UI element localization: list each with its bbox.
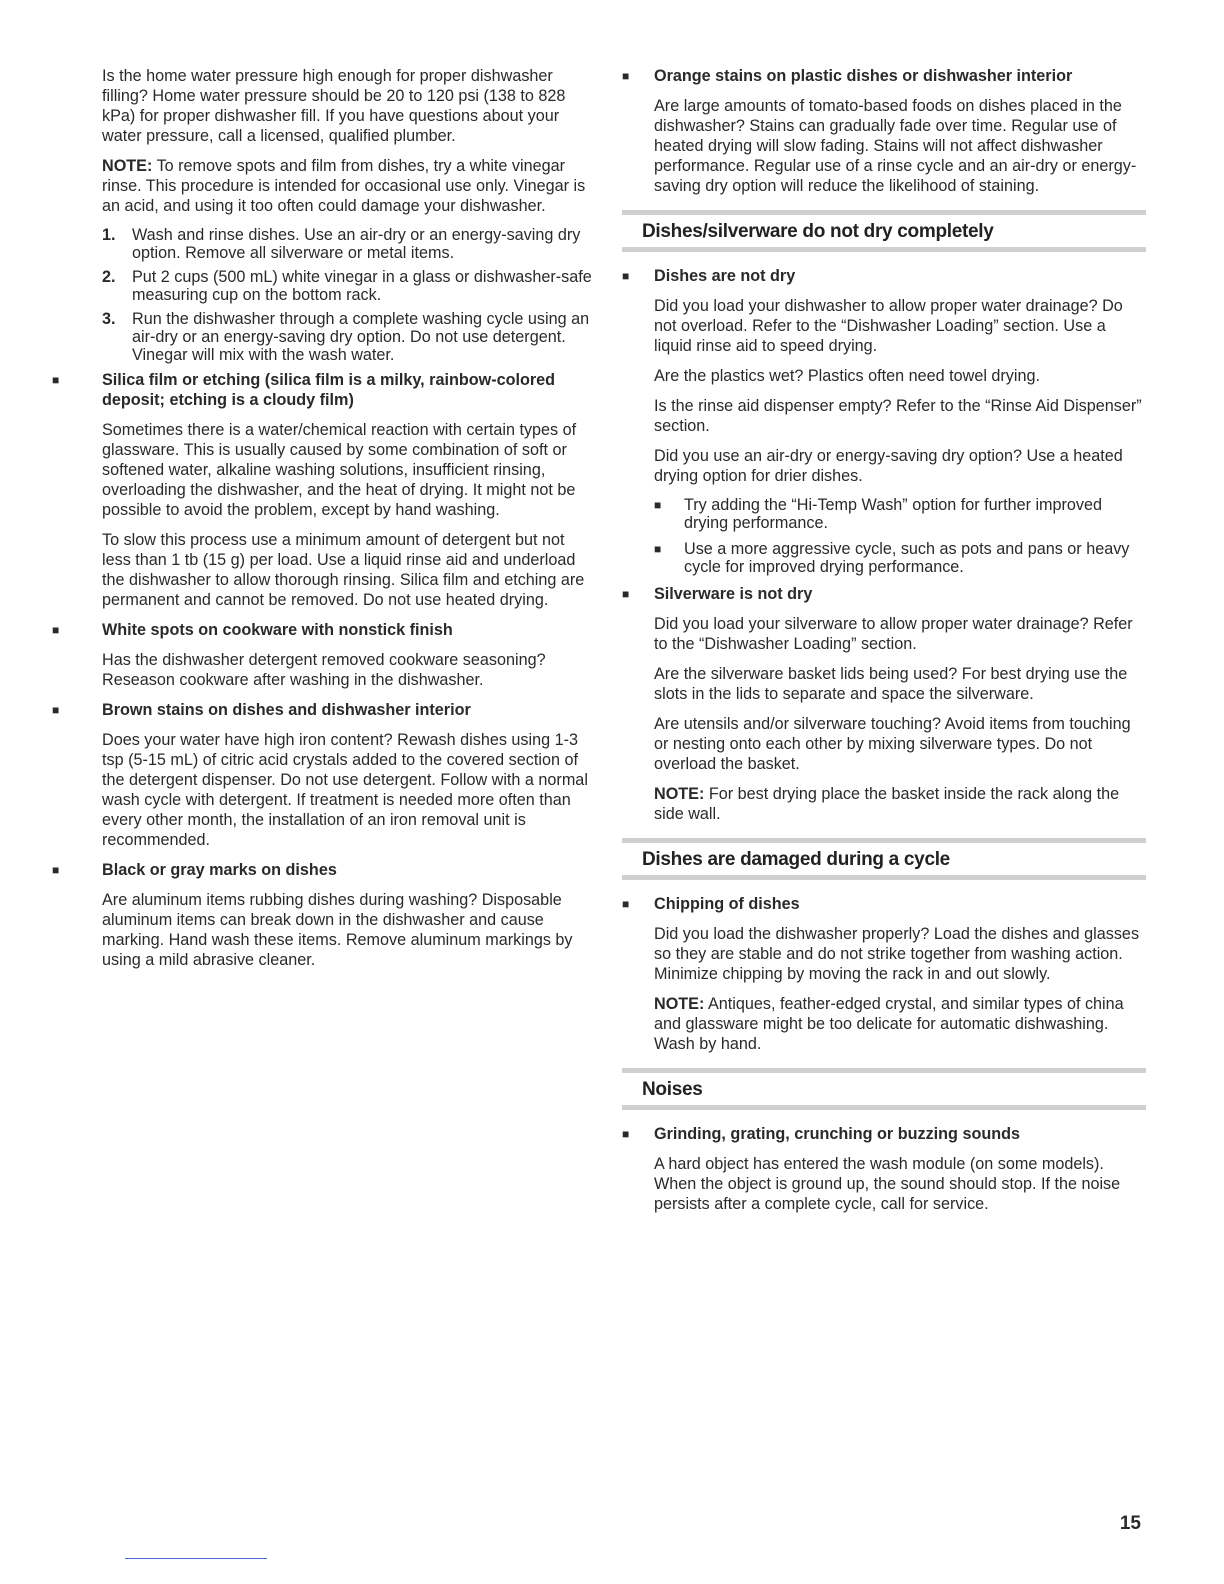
- silverware-paragraph-2: Are the silverware basket lids being used? For best drying use the slots in the lids to separate and space the silverware.: [654, 665, 1128, 703]
- square-bullet-icon: ■: [52, 863, 60, 877]
- right-content: [622, 266, 1146, 824]
- square-bullet-icon: ■: [622, 1127, 630, 1141]
- left-column: [52, 66, 592, 980]
- square-bullet-icon: ■: [622, 69, 630, 83]
- section-title: Noises: [642, 1079, 703, 1100]
- dishes-not-dry-paragraph-3: Is the rinse aid dispenser empty? Refer to the “Rinse Aid Dispenser” section.: [654, 397, 1142, 435]
- list-item: ■ Try adding the “Hi-Temp Wash” option for further improved drying performance.: [654, 496, 1103, 532]
- brown-stains-heading: ■ Brown stains on dishes and dishwasher interior: [52, 701, 471, 719]
- note-text: Antiques, feather-edged crystal, and similar types of china and glassware might be too delicate for automatic dishwashing. Wash by hand.: [654, 995, 1124, 1053]
- grinding-paragraph: A hard object has entered the wash module (on some models). When the object is ground up, the sound should stop. If the noise persists after a complete cycle, call for service.: [654, 1155, 1121, 1213]
- chipping-heading: ■ Chipping of dishes: [622, 895, 800, 913]
- right-content: [622, 1124, 1146, 1214]
- silica-paragraph-1: Sometimes there is a water/chemical reaction with certain types of glassware. This is usually caused by some combination of soft or softened water, alkaline washing solutions, insufficient rinsing, overloading the dishwasher, and the heat of drying. It might not be possible to avoid the problem, except by hand washing.: [102, 421, 577, 519]
- square-bullet-icon: ■: [654, 542, 662, 556]
- water-pressure-paragraph: Is the home water pressure high enough for proper dishwasher filling? Home water pressure should be 20 to 120 psi (138 to 828 kPa) for proper dishwasher fill. If you have questions about your water pressure, call a licensed, qualified plumber.: [102, 67, 566, 145]
- silverware-paragraph-1: Did you load your silverware to allow proper water drainage? Refer to the “Dishwasher Loading” section.: [654, 615, 1133, 653]
- list-item: [102, 268, 592, 304]
- square-bullet-icon: ■: [654, 498, 662, 512]
- list-item: ■ Use a more aggressive cycle, such as pots and pans or heavy cycle for improved drying performance.: [654, 540, 1130, 576]
- step-number: 3.: [102, 310, 116, 328]
- orange-stains-paragraph: Are large amounts of tomato-based foods on dishes placed in the dishwasher? Stains can gradually fade over time. Regular use of heated drying will slow fading. Stains will not affect dishwasher performance. Regular use of a rinse cycle and an air-dry or energy-saving dry option will reduce the likelihood of staining.: [654, 97, 1137, 195]
- step-number: 2.: [102, 268, 116, 286]
- square-bullet-icon: ■: [52, 703, 60, 717]
- footer-rule: [125, 1558, 267, 1559]
- square-bullet-icon: ■: [622, 587, 630, 601]
- square-bullet-icon: ■: [622, 897, 630, 911]
- note-text: For best drying place the basket inside the rack along the side wall.: [654, 785, 1120, 823]
- list-item: [102, 226, 592, 262]
- sub-list: [654, 496, 1146, 576]
- list-item: [102, 310, 592, 364]
- dishes-not-dry-paragraph-4: Did you use an air-dry or energy-saving dry option? Use a heated drying option for drier dishes.: [654, 447, 1123, 485]
- section-header-damaged: [622, 838, 1146, 880]
- step-text: Wash and rinse dishes. Use an air-dry or an energy-saving dry option. Remove all silverware or metal items.: [132, 226, 581, 262]
- note-label: NOTE:: [102, 157, 153, 175]
- chipping-paragraph: Did you load the dishwasher properly? Load the dishes and glasses so they are stable and do not strike together from washing action. Minimize chipping by moving the rack in and out slowly.: [654, 925, 1140, 983]
- dishes-not-dry-paragraph-1: Did you load your dishwasher to allow proper water drainage? Do not overload. Refer to the “Dishwasher Loading” section. Use a liquid rinse aid to speed drying.: [654, 297, 1123, 355]
- white-spots-paragraph: Has the dishwasher detergent removed cookware seasoning? Reseason cookware after washing in the dishwasher.: [102, 651, 546, 689]
- section-title: Dishes are damaged during a cycle: [642, 849, 950, 870]
- dishes-not-dry-paragraph-2: Are the plastics wet? Plastics often need towel drying.: [654, 367, 1041, 385]
- note-label: NOTE:: [654, 995, 705, 1013]
- dishes-not-dry-heading: ■ Dishes are not dry: [622, 267, 796, 285]
- section-header-dry: [622, 210, 1146, 252]
- silverware-not-dry-heading: ■ Silverware is not dry: [622, 585, 813, 603]
- right-content: [622, 66, 1146, 196]
- vinegar-rinse-steps: [102, 226, 592, 364]
- vinegar-note: [102, 156, 592, 216]
- section-title: Dishes/silverware do not dry completely: [642, 221, 994, 242]
- silica-paragraph-2: To slow this process use a minimum amount of detergent but not less than 1 tb (15 g) per load. Use a liquid rinse aid and underload the dishwasher to allow thorough rinsing. Silica film and etching are permanent and cannot be removed. Do not use heated drying.: [102, 531, 585, 609]
- black-marks-heading: ■ Black or gray marks on dishes: [52, 861, 337, 879]
- brown-stains-paragraph: Does your water have high iron content? Rewash dishes using 1-3 tsp (5-15 mL) of citric acid crystals added to the covered section of the detergent dispenser. Do not use detergent. Follow with a normal wash cycle with detergent. If treatment is needed more often than every other month, the installation of an iron removal unit is recommended.: [102, 731, 588, 849]
- page-number: 15: [1119, 1513, 1141, 1534]
- silverware-note: [654, 784, 1146, 824]
- white-spots-heading: ■ White spots on cookware with nonstick finish: [52, 621, 453, 639]
- step-text: Put 2 cups (500 mL) white vinegar in a glass or dishwasher-safe measuring cup on the bottom rack.: [132, 268, 592, 304]
- note-text: To remove spots and film from dishes, try a white vinegar rinse. This procedure is intended for occasional use only. Vinegar is an acid, and using it too often could damage your dishwasher.: [102, 157, 586, 215]
- orange-stains-heading: ■ Orange stains on plastic dishes or dishwasher interior: [622, 67, 1073, 85]
- section-header-noises: [622, 1068, 1146, 1110]
- right-column: [622, 66, 1146, 1224]
- right-content: [622, 894, 1146, 1054]
- step-text: Run the dishwasher through a complete washing cycle using an air-dry or an energy-saving dry option. Do not use detergent. Vinegar will mix with the wash water.: [132, 310, 590, 364]
- grinding-heading: ■ Grinding, grating, crunching or buzzing sounds: [622, 1125, 1020, 1143]
- square-bullet-icon: ■: [622, 269, 630, 283]
- note-label: NOTE:: [654, 785, 705, 803]
- chipping-note: [654, 994, 1146, 1054]
- silverware-paragraph-3: Are utensils and/or silverware touching? Avoid items from touching or nesting onto each other by mixing silverware types. Do not overload the basket.: [654, 715, 1131, 773]
- step-number: 1.: [102, 226, 116, 244]
- black-marks-paragraph: Are aluminum items rubbing dishes during washing? Disposable aluminum items can break down in the dishwasher and cause marking. Hand wash these items. Remove aluminum markings by using a mild abrasive cleaner.: [102, 891, 573, 969]
- square-bullet-icon: ■: [52, 623, 60, 637]
- silica-film-heading: ■ Silica film or etching (silica film is a milky, rainbow-colored deposit; etching is a cloudy film): [52, 371, 556, 409]
- square-bullet-icon: ■: [52, 373, 60, 387]
